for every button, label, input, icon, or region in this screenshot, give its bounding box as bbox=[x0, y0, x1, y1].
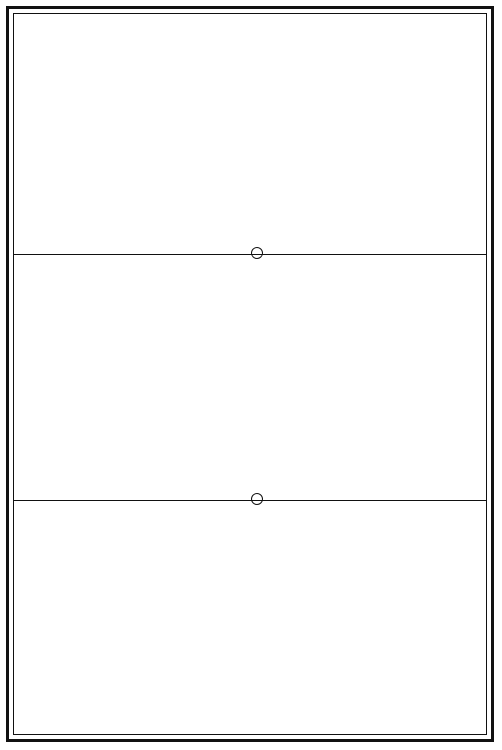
register-divider-upper bbox=[14, 254, 486, 255]
text-column bbox=[87, 20, 106, 248]
text-column bbox=[460, 20, 479, 248]
lower-register bbox=[20, 506, 480, 732]
text-column bbox=[284, 20, 303, 248]
text-column bbox=[21, 506, 40, 732]
interlinear-note bbox=[124, 50, 135, 248]
text-column bbox=[416, 260, 435, 494]
text-column bbox=[175, 506, 194, 732]
text-column bbox=[328, 260, 347, 494]
interlinear-note bbox=[321, 50, 332, 248]
scanned-page bbox=[6, 6, 494, 742]
interlinear-note bbox=[408, 50, 419, 248]
interlinear-note bbox=[189, 290, 200, 494]
text-column bbox=[21, 260, 40, 494]
text-column bbox=[350, 20, 369, 248]
interlinear-note bbox=[255, 536, 266, 732]
text-column bbox=[328, 506, 347, 732]
interlinear-note bbox=[211, 50, 222, 248]
text-column bbox=[43, 20, 62, 248]
interlinear-note bbox=[386, 290, 397, 494]
text-column bbox=[43, 260, 62, 494]
text-column bbox=[43, 506, 62, 732]
text-column bbox=[175, 20, 194, 248]
interlinear-note bbox=[277, 290, 288, 494]
interlinear-note bbox=[145, 536, 156, 732]
text-column bbox=[438, 20, 457, 248]
text-column bbox=[416, 506, 435, 732]
lower-register-columns bbox=[20, 506, 480, 732]
text-column bbox=[65, 260, 84, 494]
text-column bbox=[153, 20, 172, 248]
ring-marker-upper bbox=[251, 247, 263, 259]
text-column bbox=[438, 260, 457, 494]
text-column bbox=[460, 506, 479, 732]
middle-register-columns bbox=[20, 260, 480, 494]
interlinear-note bbox=[102, 290, 113, 494]
text-column bbox=[219, 506, 238, 732]
text-column bbox=[131, 260, 150, 494]
text-column bbox=[284, 506, 303, 732]
text-column bbox=[241, 20, 260, 248]
text-column bbox=[350, 260, 369, 494]
text-column bbox=[21, 20, 40, 248]
text-column bbox=[153, 260, 172, 494]
text-column bbox=[87, 506, 106, 732]
text-column bbox=[460, 260, 479, 494]
text-column bbox=[65, 506, 84, 732]
interlinear-note bbox=[364, 536, 375, 732]
text-column bbox=[394, 506, 413, 732]
text-column bbox=[241, 260, 260, 494]
text-column bbox=[306, 506, 325, 732]
text-column bbox=[109, 506, 128, 732]
text-column bbox=[219, 260, 238, 494]
middle-register bbox=[20, 260, 480, 494]
text-column bbox=[262, 20, 281, 248]
text-column bbox=[438, 506, 457, 732]
ring-marker-lower bbox=[251, 493, 263, 505]
text-column bbox=[306, 260, 325, 494]
register-divider-lower bbox=[14, 500, 486, 501]
upper-register-columns bbox=[20, 20, 480, 248]
text-column bbox=[197, 506, 216, 732]
upper-register bbox=[20, 20, 480, 248]
text-column bbox=[65, 20, 84, 248]
text-column bbox=[372, 20, 391, 248]
page-frame bbox=[13, 13, 487, 735]
